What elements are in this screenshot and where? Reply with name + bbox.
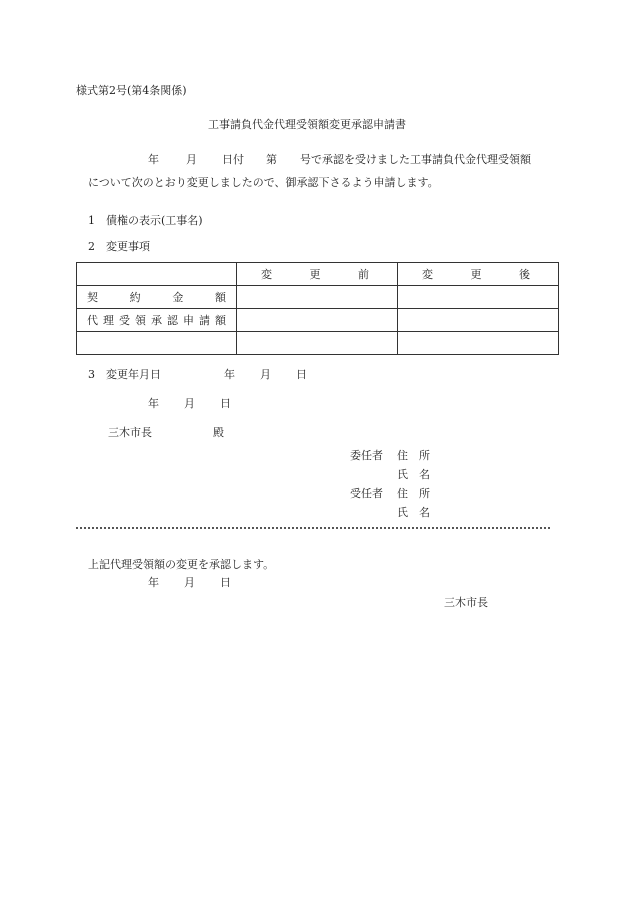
date-year: 年 [148,397,159,410]
row1-label-char: 金 [172,291,184,304]
row1-label-char: 額 [214,291,226,304]
before-value-cell[interactable] [237,309,398,332]
row2-label-char: 請 [199,314,210,327]
header-after-char: 更 [470,268,482,281]
row2-label-char: 申 [183,314,194,327]
addressee-honorific: 殿 [213,426,224,439]
header-blank-cell [77,263,237,286]
approval-day: 日 [220,576,231,589]
row2-label-char: 額 [215,314,226,327]
item1-number: 1 [88,214,95,227]
table-row-contract-amount [77,286,559,309]
before-value-cell[interactable] [237,286,398,309]
delegatee-name-label: 氏 名 [397,506,430,519]
row-label-cell [77,286,237,309]
item2-number: 2 [88,240,95,253]
item2-label: 変更事項 [106,240,150,253]
item1-label: 債権の表示(工事名) [106,214,203,227]
dotted-separator [76,527,550,529]
intro-line2: について次のとおり変更しましたので、御承認下さるよう申請します。 [88,176,439,189]
row1-label-char: 約 [129,291,141,304]
approval-text: 上記代理受領額の変更を承認します。 [88,558,275,571]
row2-label-char: 代 [87,314,98,327]
date-month: 月 [184,397,195,410]
table-row-proxy-amount [77,309,559,332]
intro-year: 年 [148,153,159,166]
form-number: 様式第2号(第4条関係) [76,84,187,97]
header-before-char: 前 [358,268,369,281]
approval-year: 年 [148,576,159,589]
after-value-cell[interactable] [398,286,559,309]
row2-label-char: 理 [103,314,114,327]
delegatee-role: 受任者 [350,487,383,500]
delegator-name-label: 氏 名 [397,468,430,481]
after-value-cell[interactable] [398,332,559,355]
header-after-char: 後 [519,268,530,281]
table-row-blank [77,332,559,355]
item3-number: 3 [88,368,95,381]
header-before-cell [237,263,398,286]
item3-label: 変更年月日 [106,368,161,381]
delegator-address-label: 住 所 [397,449,430,462]
document-title: 工事請負代金代理受領額変更承認申請書 [208,118,406,131]
header-after-char: 変 [422,268,433,281]
item3-year: 年 [224,368,235,381]
delegatee-address-label: 住 所 [397,487,430,500]
item3-day: 日 [296,368,307,381]
row1-label-char: 契 [87,291,98,304]
blank-label-cell[interactable] [77,332,237,355]
date-day: 日 [220,397,231,410]
table-header-row [77,263,559,286]
row2-label-char: 領 [135,314,146,327]
after-value-cell[interactable] [398,309,559,332]
intro-number-prefix: 第 [266,153,277,166]
addressee-name: 三木市長 [108,426,152,439]
approval-month: 月 [184,576,195,589]
header-after-cell [398,263,559,286]
intro-month: 月 [186,153,197,166]
row2-label-char: 受 [119,314,130,327]
row2-label-char: 承 [151,314,162,327]
item3-month: 月 [260,368,271,381]
row-label-cell [77,309,237,332]
intro-line1-rest: 号で承認を受けました工事請負代金代理受領額 [300,153,531,166]
header-before-char: 更 [309,268,321,281]
change-table [76,262,559,355]
delegator-role: 委任者 [350,449,383,462]
row2-label-char: 認 [167,314,178,327]
approval-signer: 三木市長 [444,596,488,609]
intro-day-attached: 日付 [222,153,244,166]
before-value-cell[interactable] [237,332,398,355]
header-before-char: 変 [261,268,272,281]
